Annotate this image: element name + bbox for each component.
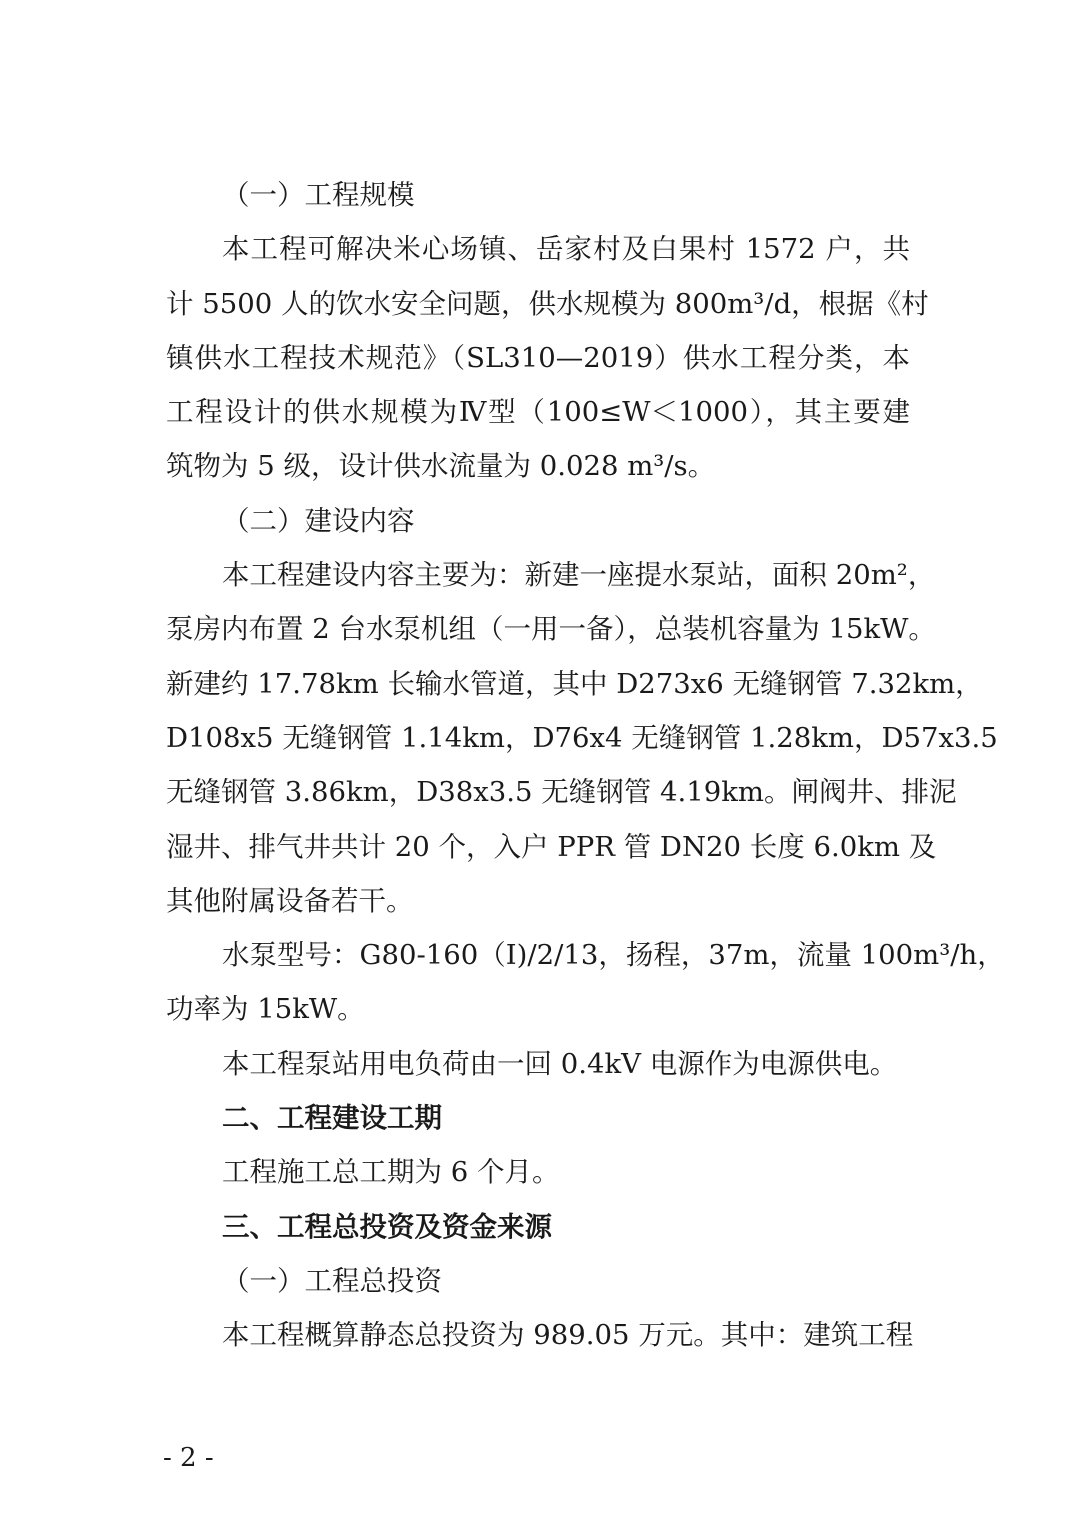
paragraph-line: D108x5 无缝钢管 1.14km，D76x4 无缝钢管 1.28km，D57x3.5: [166, 721, 998, 754]
section-heading-total-investment: （一）工程总投资: [222, 1264, 442, 1297]
paragraph-line: 泵房内布置 2 台水泵机组（一用一备），总装机容量为 15kW。: [166, 613, 936, 646]
paragraph-line: 其他附属设备若干。: [166, 884, 414, 917]
paragraph-line: 镇供水工程技术规范》（SL310—2019）供水工程分类，本: [166, 341, 910, 374]
paragraph-line: 计 5500 人的饮水安全问题，供水规模为 800m³/d，根据《村: [166, 287, 929, 320]
page-number: - 2 -: [163, 1443, 214, 1473]
paragraph-line: 本工程可解决米心场镇、岳家村及白果村 1572 户，共: [222, 233, 910, 266]
paragraph-line: 湿井、排气井共计 20 个，入户 PPR 管 DN20 长度 6.0km 及: [166, 830, 937, 863]
paragraph-line: 水泵型号：G80-160（Ⅰ)/2/13，扬程，37m，流量 100m³/h，: [222, 939, 1005, 972]
paragraph-line: 本工程泵站用电负荷由一回 0.4kV 电源作为电源供电。: [222, 1047, 898, 1080]
paragraph-line: 无缝钢管 3.86km，D38x3.5 无缝钢管 4.19km。闸阀井、排泥: [166, 776, 957, 809]
paragraph-line: 筑物为 5 级，设计供水流量为 0.028 m³/s。: [166, 450, 716, 483]
section-heading-scale: （一）工程规模: [222, 179, 415, 211]
section-heading-investment: 三、工程总投资及资金来源: [222, 1210, 552, 1243]
paragraph-line: 工程施工总工期为 6 个月。: [222, 1156, 560, 1189]
paragraph-line: 工程设计的供水规模为Ⅳ型（100≤W＜1000），其主要建: [166, 396, 910, 429]
paragraph-line: 本工程概算静态总投资为 989.05 万元。其中：建筑工程: [222, 1319, 914, 1352]
paragraph-line: 本工程建设内容主要为：新建一座提水泵站，面积 20m²，: [222, 559, 936, 592]
paragraph-line: 功率为 15kW。: [166, 993, 365, 1026]
document-body: [166, 168, 1005, 1363]
paragraph-line: 新建约 17.78km 长输水管道，其中 D273x6 无缝钢管 7.32km，: [166, 667, 983, 700]
section-heading-content: （二）建设内容: [222, 504, 415, 537]
section-heading-schedule: 二、工程建设工期: [222, 1102, 442, 1135]
